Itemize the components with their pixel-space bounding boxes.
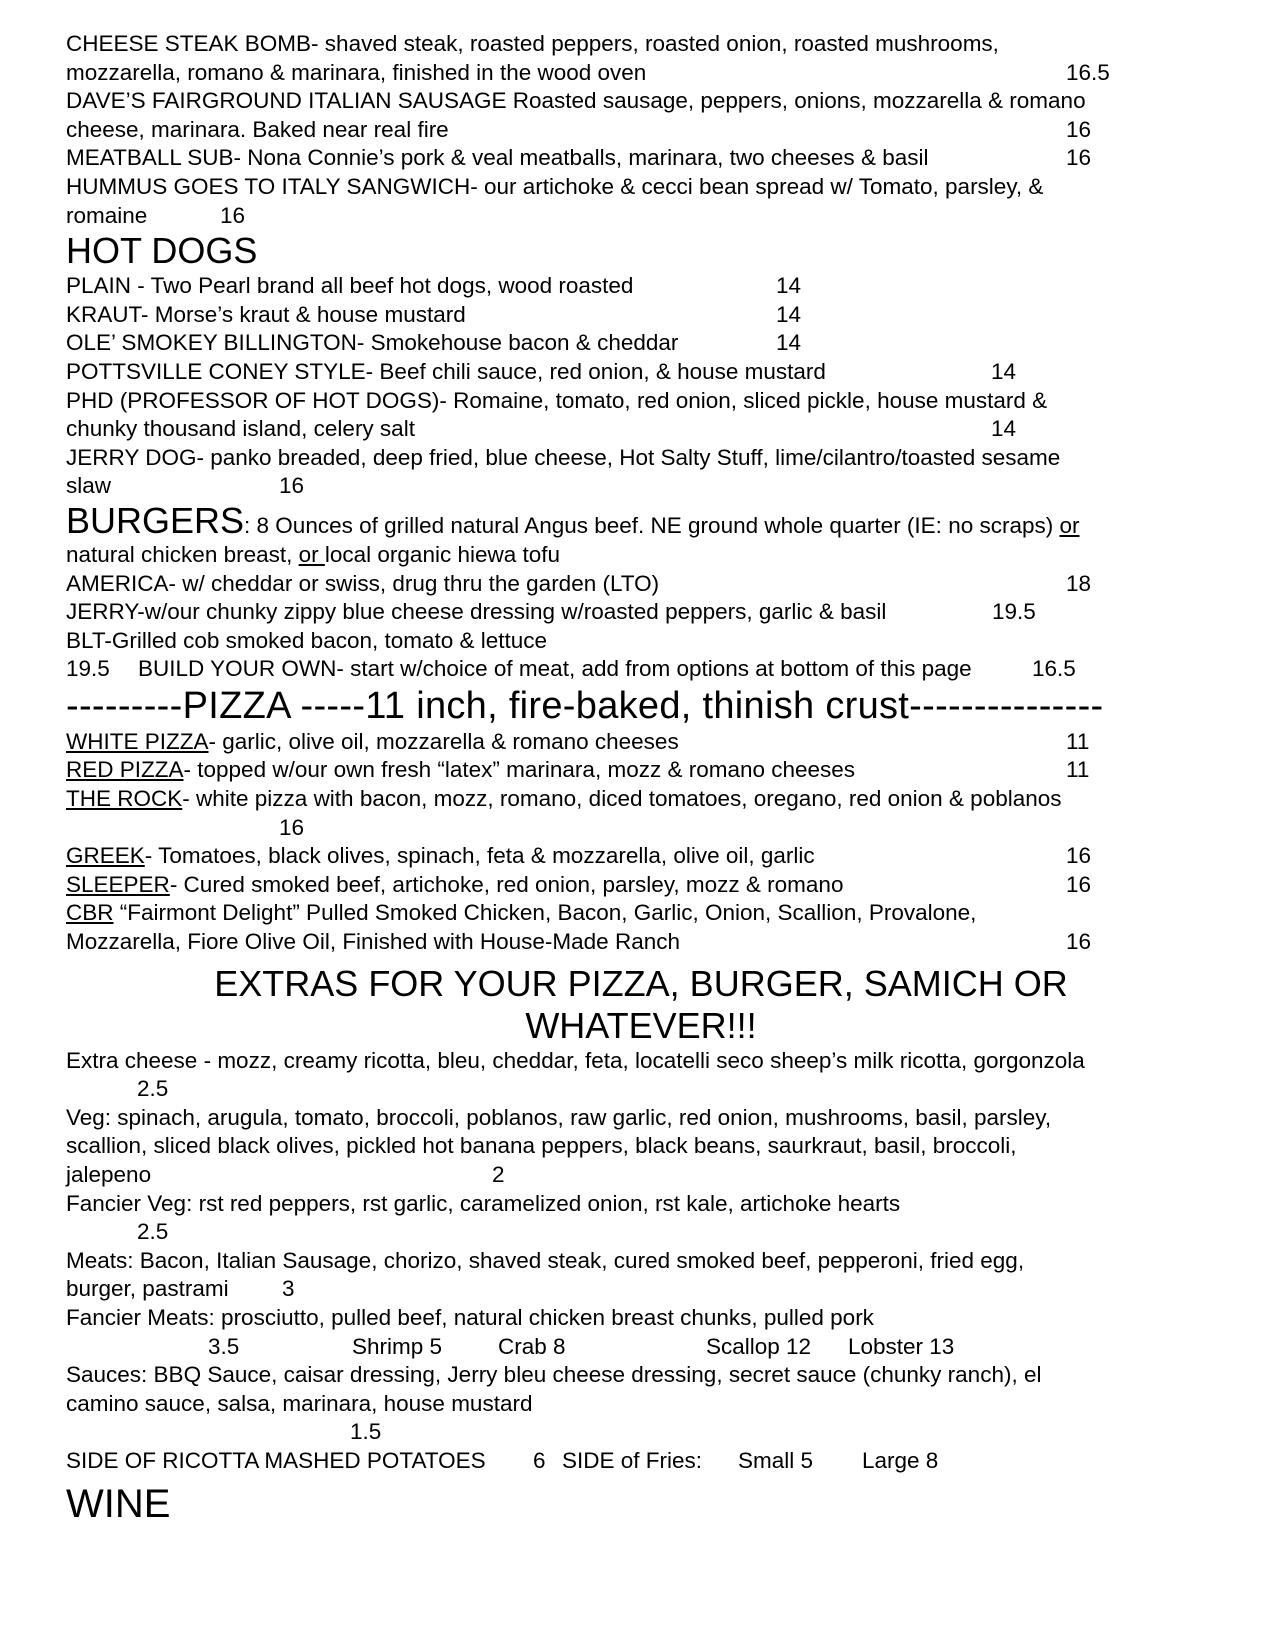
item-continuation [66,1218,1216,1247]
item-price: 3.5 [208,1333,240,1359]
extras-description: Veg: spinach, arugula, tomato, broccoli, poblanos, raw garlic, red onion, mushrooms, basil, parsley, [66,1104,1052,1130]
section-heading-burgers: BURGERS [66,499,245,541]
menu-page [66,30,1216,1528]
extras-description: Fancier Meats: prosciutto, pulled beef, natural chicken breast chunks, pulled pork [66,1304,874,1330]
burgers-intro: : 8 Ounces of grilled natural Angus beef. NE ground whole quarter (IE: no scraps) [244,512,1060,538]
item-price: 16 [1066,871,1092,897]
item-description: “Fairmont Delight” Pulled Smoked Chicken, Bacon, Garlic, Onion, Scallion, Provalone, [113,900,977,926]
extras-description: scallion, sliced black olives, pickled hot banana peppers, black beans, saurkraut, basil, broccoli, [66,1133,1017,1159]
burgers-intro-or: or [1059,512,1080,538]
extras-scallop: Scallop 12 [706,1333,812,1359]
item-continuation [66,814,1216,843]
extras-description: jalepeno [66,1162,152,1187]
item-price: 14 [991,358,1017,384]
item-price: 14 [776,330,802,356]
item-price: 16 [220,202,246,228]
extras-meats [66,1247,1216,1276]
item-continuation [66,1390,1216,1419]
item-description: romaine [66,202,148,228]
menu-item-greek [66,842,1216,871]
item-price: 16 [279,814,305,840]
item-price: 16 [1066,145,1092,171]
burgers-intro: local organic hiewa tofu [324,541,561,567]
menu-item-jerry-dog [66,444,1216,473]
item-description: cheese, marinara. Baked near real fire [66,116,449,142]
item-description: PHD (PROFESSOR OF HOT DOGS)- Romaine, tomato, red onion, sliced pickle, house mustard & [66,387,1048,413]
item-price: 18 [1066,570,1092,596]
item-description: HUMMUS GOES TO ITALY SANGWICH- our artichoke & cecci bean spread w/ Tomato, parsley, & [66,173,1044,199]
item-price: 19.5 [66,656,110,682]
item-description: BLT-Grilled cob smoked bacon, tomato & lettuce [66,627,548,653]
side-fries-large: Large 8 [862,1447,939,1473]
item-description: mozzarella, romano & marinara, finished in the wood oven [66,59,647,85]
menu-item-cheese-steak-bomb [66,30,1216,59]
extras-lobster: Lobster 13 [848,1333,955,1359]
burgers-intro-or: or [298,541,325,567]
item-description: KRAUT- Morse’s kraut & house mustard [66,301,466,327]
item-description: BUILD YOUR OWN- start w/choice of meat, add from options at bottom of this page [138,656,972,682]
item-price: 16 [1066,929,1092,955]
section-heading-wine: WINE [66,1481,171,1526]
item-continuation [66,415,1216,444]
item-price: 16 [1066,843,1092,869]
side-mashed-potatoes: SIDE OF RICOTTA MASHED POTATOES [66,1447,486,1473]
extras-cheese [66,1047,1216,1076]
item-name: THE ROCK [66,786,183,812]
menu-item-italian-sausage [66,87,1216,116]
item-continuation [66,1418,1216,1447]
item-continuation [66,1075,1216,1104]
item-description: JERRY DOG- panko breaded, deep fried, blue cheese, Hot Salty Stuff, lime/cilantro/toasted sesame [66,444,1061,470]
menu-item-blt [66,627,1216,656]
item-price: 2.5 [137,1219,169,1245]
menu-item-build-your-own [66,655,1216,684]
item-price: 14 [776,301,802,327]
item-continuation [66,1132,1216,1161]
sandwiches-section [66,30,1216,230]
item-description: - white pizza with bacon, mozz, romano, diced tomatoes, oregano, red onion & poblanos [182,786,1062,812]
item-continuation [66,59,1216,88]
extras-veg [66,1104,1216,1133]
seafood-extras [66,1333,1216,1362]
burgers-intro-continuation [66,541,1216,570]
extras-description: Meats: Bacon, Italian Sausage, chorizo, shaved steak, cured smoked beef, pepperoni, fried egg, [66,1247,1025,1273]
item-price: 6 [533,1447,546,1473]
item-description: AMERICA- w/ cheddar or swiss, drug thru the garden (LTO) [66,570,660,596]
extras-description: Fancier Veg: rst red peppers, rst garlic, caramelized onion, rst kale, artichoke hearts [66,1190,901,1216]
item-description: JERRY-w/our chunky zippy blue cheese dressing w/roasted peppers, garlic & basil [66,599,887,625]
extras-description: camino sauce, salsa, marinara, house mustard [66,1390,533,1416]
section-heading-extras-cont: WHATEVER!!! [525,1004,757,1046]
menu-item-hummus-sangwich [66,173,1216,202]
item-name: CBR [66,900,114,926]
extras-crab: Crab 8 [498,1333,566,1359]
extras-shrimp: Shrimp 5 [352,1333,443,1359]
menu-item-the-rock [66,785,1216,814]
menu-item-ole-smokey [66,329,1216,358]
item-description: chunky thousand island, celery salt [66,416,415,442]
item-name: RED PIZZA [66,757,184,783]
section-heading-pizza: ---------PIZZA -----11 inch, fire-baked, thinish crust--------------- [66,684,1104,727]
item-description: Mozzarella, Fiore Olive Oil, Finished with House-Made Ranch [66,929,680,955]
extras-fancier-meats [66,1304,1216,1333]
item-description: CHEESE STEAK BOMB- shaved steak, roasted peppers, roasted onion, roasted mushrooms, [66,31,999,56]
item-price: 11 [1066,728,1090,754]
extras-description: Sauces: BBQ Sauce, caisar dressing, Jerry bleu cheese dressing, secret sauce (chunky ranch), el [66,1362,1042,1388]
side-fries: SIDE of Fries: [562,1447,703,1473]
extras-description: burger, pastrami [66,1276,229,1302]
menu-item-jerry [66,598,1216,627]
side-fries-small: Small 5 [738,1447,814,1473]
item-name: WHITE PIZZA [66,728,209,754]
item-price: 1.5 [350,1419,382,1445]
item-continuation [66,472,1216,501]
item-name: GREEK [66,843,145,869]
item-description: POTTSVILLE CONEY STYLE- Beef chili sauce, red onion, & house mustard [66,358,826,384]
item-price: 16.5 [1032,656,1076,682]
menu-item-white-pizza [66,728,1216,757]
menu-item-kraut [66,301,1216,330]
item-description: - Cured smoked beef, artichoke, red onion, parsley, mozz & romano [169,871,844,897]
item-price: 2.5 [137,1076,169,1102]
sides-line [66,1447,1216,1476]
extras-description: Extra cheese - mozz, creamy ricotta, bleu, cheddar, feta, locatelli seco sheep’s milk ricotta, gorgonzola [66,1047,1085,1073]
item-continuation [66,202,1216,231]
menu-item-pottsville-coney [66,358,1216,387]
item-price: 3 [282,1276,295,1302]
item-description: DAVE’S FAIRGROUND ITALIAN SAUSAGE Roasted sausage, peppers, onions, mozzarella & romano [66,88,1086,114]
section-heading-hot-dogs: HOT DOGS [66,230,258,272]
extras-fancier-veg [66,1190,1216,1219]
item-price: 16 [279,473,305,499]
item-description: - garlic, olive oil, mozzarella & romano cheeses [208,728,679,754]
item-price: 2 [492,1162,505,1187]
extras-section [66,963,1216,1476]
burgers-section [66,501,1216,684]
menu-item-red-pizza [66,756,1216,785]
item-description: slaw [66,473,112,499]
item-price: 11 [1066,757,1090,783]
menu-item-sleeper [66,871,1216,900]
item-continuation [66,116,1216,145]
item-description: - topped w/our own fresh “latex” marinara, mozz & romano cheeses [183,757,856,783]
extras-sauces [66,1361,1216,1390]
hot-dogs-section [66,230,1216,501]
item-description: OLE’ SMOKEY BILLINGTON- Smokehouse bacon & cheddar [66,330,679,356]
menu-item-phd [66,387,1216,416]
item-continuation [66,928,1216,957]
menu-item-america [66,570,1216,599]
item-price: 16 [1066,116,1092,142]
item-price: 19.5 [992,599,1036,625]
item-continuation [66,1275,1216,1304]
menu-item-meatball-sub [66,144,1216,173]
section-heading-extras: EXTRAS FOR YOUR PIZZA, BURGER, SAMICH OR [214,962,1068,1004]
item-description: PLAIN - Two Pearl brand all beef hot dogs, wood roasted [66,273,634,299]
pizza-section [66,684,1216,957]
item-description: - Tomatoes, black olives, spinach, feta & mozzarella, olive oil, garlic [144,843,815,869]
item-description: MEATBALL SUB- Nona Connie’s pork & veal meatballs, marinara, two cheeses & basil [66,145,929,171]
menu-item-plain [66,272,1216,301]
item-price: 14 [776,273,802,299]
menu-item-cbr [66,899,1216,928]
item-price: 14 [991,416,1017,442]
item-continuation [66,1161,1216,1190]
burgers-heading-line [66,501,1216,541]
item-name: SLEEPER [66,871,170,897]
item-price: 16.5 [1066,59,1110,85]
burgers-intro: natural chicken breast, [66,541,299,567]
